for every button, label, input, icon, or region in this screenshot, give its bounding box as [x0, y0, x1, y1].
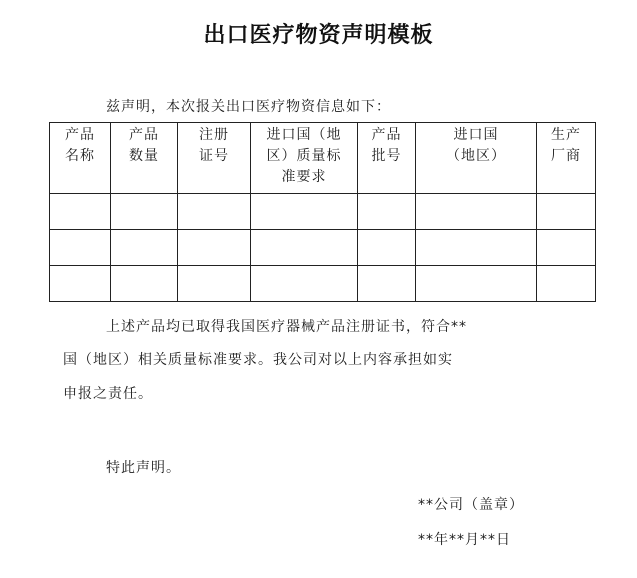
table-cell[interactable] — [178, 194, 251, 230]
table-cell[interactable] — [416, 194, 537, 230]
table-cell[interactable] — [178, 230, 251, 266]
table-row — [50, 266, 596, 302]
table-cell[interactable] — [358, 266, 416, 302]
table-cell[interactable] — [111, 194, 178, 230]
closing-statement: 特此声明。 — [106, 460, 181, 476]
table-cell[interactable] — [537, 266, 596, 302]
table-cell[interactable] — [111, 230, 178, 266]
table-cell[interactable] — [358, 230, 416, 266]
table-cell[interactable] — [50, 230, 111, 266]
table-cell[interactable] — [358, 194, 416, 230]
header-line: 注册 — [199, 127, 229, 143]
body-paragraph-line-3: 申报之责任。 — [63, 386, 153, 402]
body-paragraph-line-1: 上述产品均已取得我国医疗器械产品注册证书，符合** — [106, 319, 467, 335]
header-importing-country — [416, 123, 537, 194]
table-cell[interactable] — [537, 194, 596, 230]
product-info-table — [49, 122, 596, 302]
header-batch-number — [358, 123, 416, 194]
header-line: 名称 — [65, 148, 95, 164]
header-line: 产品 — [371, 127, 402, 143]
header-line: （地区） — [446, 148, 506, 164]
table-cell[interactable] — [416, 230, 537, 266]
header-line: 产品 — [129, 127, 159, 143]
table-cell[interactable] — [178, 266, 251, 302]
table-cell[interactable] — [537, 230, 596, 266]
header-line: 进口国 — [453, 127, 499, 143]
table-header-row — [50, 123, 596, 194]
header-line: 准要求 — [281, 169, 327, 185]
table-cell[interactable] — [50, 194, 111, 230]
header-product-name — [50, 123, 111, 194]
intro-text: 兹声明，本次报关出口医疗物资信息如下： — [106, 99, 391, 115]
table-cell[interactable] — [251, 230, 358, 266]
header-product-quantity — [111, 123, 178, 194]
header-quality-standard — [251, 123, 358, 194]
header-line: 生产 — [551, 127, 581, 143]
header-registration-number — [178, 123, 251, 194]
header-line: 进口国（地 — [266, 127, 342, 143]
date-line: **年**月**日 — [418, 532, 511, 548]
table-row — [50, 194, 596, 230]
header-line: 厂商 — [551, 148, 581, 164]
document-title: 出口医疗物资声明模板 — [203, 23, 434, 48]
body-paragraph-line-2: 国（地区）相关质量标准要求。我公司对以上内容承担如实 — [63, 352, 453, 368]
header-line: 数量 — [129, 148, 159, 164]
table-cell[interactable] — [416, 266, 537, 302]
company-seal-line: **公司（盖章） — [418, 497, 524, 513]
table-cell[interactable] — [251, 266, 358, 302]
header-line: 区）质量标 — [266, 148, 342, 164]
header-line: 证号 — [199, 148, 229, 164]
table-cell[interactable] — [111, 266, 178, 302]
header-manufacturer — [537, 123, 596, 194]
header-line: 产品 — [65, 127, 95, 143]
table-cell[interactable] — [50, 266, 111, 302]
header-line: 批号 — [371, 148, 402, 164]
table-row — [50, 230, 596, 266]
table-cell[interactable] — [251, 194, 358, 230]
